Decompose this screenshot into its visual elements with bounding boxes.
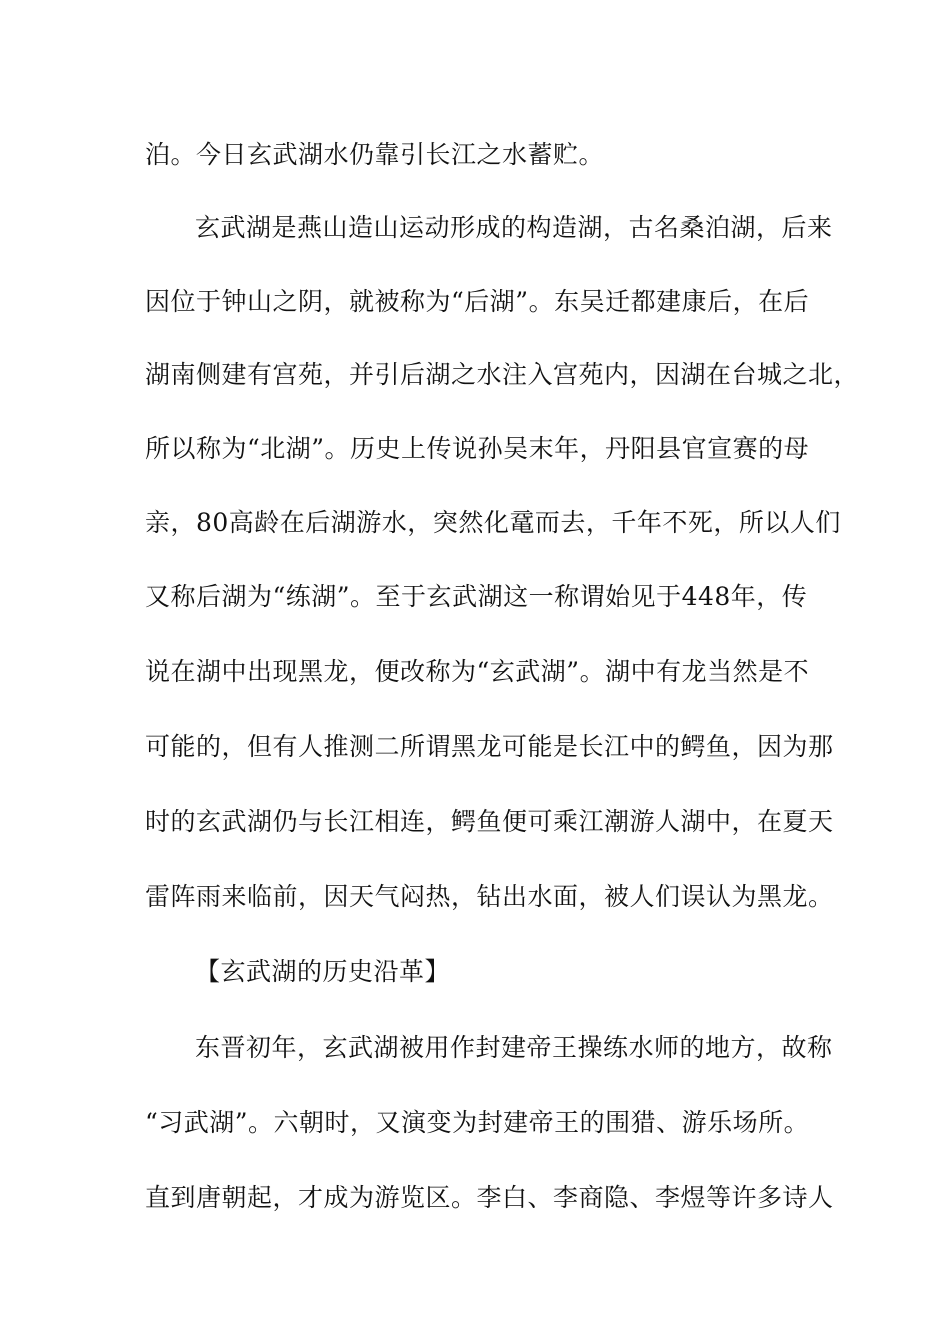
text-line-2: 玄武湖是燕山造山运动形成的构造湖，古名桑泊湖，后来 <box>195 213 833 242</box>
text-line-9: 可能的，但有人推测二所谓黑龙可能是长江中的鳄鱼，因为那 <box>145 732 834 761</box>
section-heading: 【玄武湖的历史沿革】 <box>195 957 451 986</box>
text-line-8: 说在湖中出现黑龙，便改称为“玄武湖”。湖中有龙当然是不 <box>145 657 810 686</box>
text-line-14: “习武湖”。六朝时，又演变为封建帝王的围猎、游乐场所。 <box>145 1108 810 1137</box>
text-line-15: 直到唐朝起，才成为游览区。李白、李商隐、李煜等许多诗人 <box>145 1183 834 1212</box>
text-line-4: 湖南侧建有宫苑，并引后湖之水注入宫苑内，因湖在台城之北， <box>145 360 860 389</box>
text-line-3: 因位于钟山之阴，就被称为“后湖”。东吴迁都建康后，在后 <box>145 287 810 316</box>
text-line-5: 所以称为“北湖”。历史上传说孙吴末年，丹阳县官宣赛的母 <box>145 434 810 463</box>
text-line-11: 雷阵雨来临前，因天气闷热，钻出水面，被人们误认为黑龙。 <box>145 882 834 911</box>
text-line-1: 泊。今日玄武湖水仍靠引长江之水蓄贮。 <box>145 140 605 169</box>
text-line-13: 东晋初年，玄武湖被用作封建帝王操练水师的地方，故称 <box>195 1033 833 1062</box>
text-line-10: 时的玄武湖仍与长江相连，鳄鱼便可乘江潮游人湖中，在夏天 <box>145 807 834 836</box>
text-line-7: 又称后湖为“练湖”。至于玄武湖这一称谓始见于448年，传 <box>145 582 808 611</box>
text-line-6: 亲，80高龄在后湖游水，突然化鼋而去，千年不死，所以人们 <box>145 508 841 537</box>
